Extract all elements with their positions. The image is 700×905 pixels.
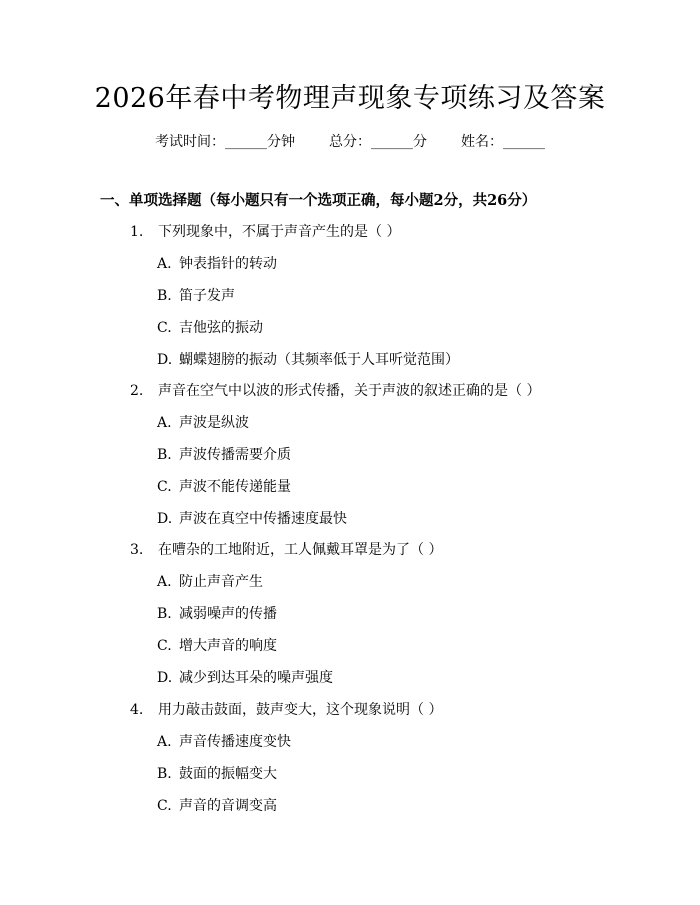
option-text: 增大声音的响度 [179, 638, 277, 654]
option-text: 减少到达耳朵的噪声强度 [179, 670, 333, 686]
question-number: 4. [130, 702, 144, 718]
student-name-field: 姓名：______ [461, 134, 545, 150]
option-letter: B. [157, 288, 172, 304]
question-text: 用力敲击鼓面，鼓声变大，这个现象说明（ ） [158, 702, 443, 718]
option-letter: C. [157, 479, 172, 495]
option-letter: D. [157, 670, 173, 686]
page-title: 2026年春中考物理声现象专项练习及答案 [94, 83, 606, 114]
option-text: 笛子发声 [179, 288, 235, 304]
question-4 [130, 700, 442, 720]
section-heading: 一、单项选择题（每小题只有一个选项正确，每小题2分，共26分） [100, 192, 537, 209]
option-letter: B. [157, 447, 172, 463]
question-1 [130, 222, 400, 242]
question-2-option-d [157, 509, 347, 529]
option-text: 钟表指针的转动 [179, 256, 277, 272]
question-3-option-c [157, 636, 277, 656]
question-text: 在嘈杂的工地附近，工人佩戴耳罩是为了（ ） [158, 542, 443, 558]
question-4-option-c [157, 796, 277, 816]
question-number: 2. [130, 383, 144, 399]
question-2-option-b [157, 445, 291, 465]
question-2-option-c [157, 477, 291, 497]
option-letter: A. [157, 734, 172, 750]
question-text: 声音在空气中以波的形式传播，关于声波的叙述正确的是（ ） [158, 383, 541, 399]
option-letter: A. [157, 256, 172, 272]
question-3-option-b [157, 604, 277, 624]
option-text: 声波是纵波 [179, 415, 249, 431]
question-4-option-b [157, 764, 277, 784]
option-letter: C. [157, 320, 172, 336]
question-1-option-d [157, 350, 459, 370]
question-text: 下列现象中，不属于声音产生的是（ ） [158, 224, 401, 240]
option-letter: B. [157, 766, 172, 782]
question-3 [130, 540, 442, 560]
option-letter: A. [157, 415, 172, 431]
question-4-option-a [157, 732, 291, 752]
option-text: 蝴蝶翅膀的振动（其频率低于人耳听觉范围） [179, 352, 459, 368]
question-2-option-a [157, 413, 249, 433]
question-1-option-a [157, 254, 277, 274]
option-text: 防止声音产生 [179, 574, 263, 590]
option-letter: C. [157, 798, 172, 814]
option-letter: B. [157, 606, 172, 622]
question-number: 1. [130, 224, 144, 240]
option-letter: D. [157, 352, 173, 368]
option-letter: D. [157, 511, 173, 527]
option-text: 声音的音调变高 [179, 798, 277, 814]
option-text: 声波在真空中传播速度最快 [179, 511, 347, 527]
question-3-option-d [157, 668, 333, 688]
question-1-option-c [157, 318, 263, 338]
option-letter: A. [157, 574, 172, 590]
option-text: 鼓面的振幅变大 [179, 766, 277, 782]
question-number: 3. [130, 542, 144, 558]
option-text: 吉他弦的振动 [179, 320, 263, 336]
question-1-option-b [157, 286, 235, 306]
option-text: 声波不能传递能量 [179, 479, 291, 495]
option-text: 减弱噪声的传播 [179, 606, 277, 622]
option-letter: C. [157, 638, 172, 654]
question-3-option-a [157, 572, 263, 592]
option-text: 声波传播需要介质 [179, 447, 291, 463]
exam-meta-line [0, 132, 700, 152]
option-text: 声音传播速度变快 [179, 734, 291, 750]
total-score-field: 总分：______分 [329, 134, 427, 150]
question-2 [130, 381, 540, 401]
exam-time-field: 考试时间：______分钟 [155, 134, 295, 150]
